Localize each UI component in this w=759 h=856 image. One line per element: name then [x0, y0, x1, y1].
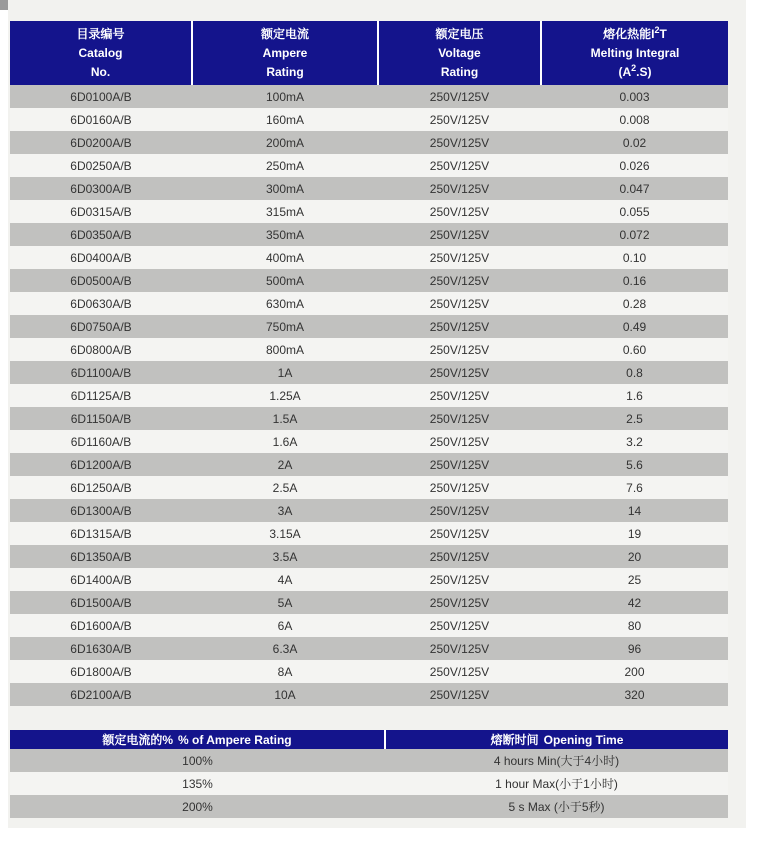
melting-integral-cell: 0.008 [541, 108, 728, 131]
table-row [10, 177, 728, 200]
catalog-no-cell: 6D0750A/B [10, 315, 192, 338]
table-row [10, 315, 728, 338]
voltage-rating-cell: 250V/125V [378, 384, 541, 407]
table-row [10, 660, 728, 683]
voltage-rating-cell: 250V/125V [378, 453, 541, 476]
melting-integral-cell: 0.026 [541, 154, 728, 177]
header-percent-en: % of Ampere Rating [178, 733, 292, 747]
melting-integral-cell: 96 [541, 637, 728, 660]
table-row [10, 683, 728, 706]
ampere-rating-cell: 250mA [192, 154, 378, 177]
table-row [10, 131, 728, 154]
table-row [10, 568, 728, 591]
voltage-rating-cell: 250V/125V [378, 637, 541, 660]
header-percent-of-ampere-rating [10, 730, 385, 749]
table-row [10, 591, 728, 614]
header-ampere-en1: Ampere [262, 45, 308, 60]
voltage-rating-cell: 250V/125V [378, 614, 541, 637]
catalog-no-cell: 6D1800A/B [10, 660, 192, 683]
ampere-rating-cell: 4A [192, 568, 378, 591]
table-row [10, 522, 728, 545]
ampere-rating-cell: 6.3A [192, 637, 378, 660]
header-opening-zh: 熔断时间 [490, 733, 539, 747]
melting-integral-cell: 80 [541, 614, 728, 637]
voltage-rating-cell: 250V/125V [378, 522, 541, 545]
melting-integral-cell: 0.072 [541, 223, 728, 246]
ampere-rating-cell: 160mA [192, 108, 378, 131]
header-catalog-no [10, 21, 192, 85]
melting-integral-cell: 42 [541, 591, 728, 614]
catalog-no-cell: 6D0315A/B [10, 200, 192, 223]
voltage-rating-cell: 250V/125V [378, 476, 541, 499]
ampere-rating-cell: 3A [192, 499, 378, 522]
ampere-rating-cell: 200mA [192, 131, 378, 154]
catalog-no-cell: 6D1600A/B [10, 614, 192, 637]
melting-integral-cell: 7.6 [541, 476, 728, 499]
opening-time-cell: 4 hours Min(大于4小时) [385, 749, 728, 772]
fuse-ratings-table-body [10, 85, 728, 706]
melting-integral-cell: 14 [541, 499, 728, 522]
ampere-rating-cell: 3.15A [192, 522, 378, 545]
ampere-rating-cell: 1A [192, 361, 378, 384]
ampere-rating-cell: 500mA [192, 269, 378, 292]
melting-integral-cell: 2.5 [541, 407, 728, 430]
voltage-rating-cell: 250V/125V [378, 154, 541, 177]
table-row [10, 407, 728, 430]
table-row [10, 154, 728, 177]
table-row [10, 772, 728, 795]
ampere-rating-cell: 2.5A [192, 476, 378, 499]
content-area [8, 0, 746, 828]
table-row [10, 453, 728, 476]
catalog-no-cell: 6D1300A/B [10, 499, 192, 522]
ampere-rating-cell: 300mA [192, 177, 378, 200]
voltage-rating-cell: 250V/125V [378, 660, 541, 683]
voltage-rating-cell: 250V/125V [378, 407, 541, 430]
header-melting-integral [541, 21, 728, 85]
voltage-rating-cell: 250V/125V [378, 315, 541, 338]
table-row [10, 246, 728, 269]
header-ampere-zh: 额定电流 [260, 26, 309, 41]
ampere-rating-cell: 8A [192, 660, 378, 683]
melting-integral-cell: 0.28 [541, 292, 728, 315]
voltage-rating-cell: 250V/125V [378, 269, 541, 292]
voltage-rating-cell: 250V/125V [378, 591, 541, 614]
table-row [10, 476, 728, 499]
catalog-no-cell: 6D0300A/B [10, 177, 192, 200]
melting-integral-cell: 19 [541, 522, 728, 545]
catalog-no-cell: 6D0350A/B [10, 223, 192, 246]
voltage-rating-cell: 250V/125V [378, 683, 541, 706]
ampere-rating-cell: 315mA [192, 200, 378, 223]
catalog-no-cell: 6D0630A/B [10, 292, 192, 315]
table-row [10, 430, 728, 453]
table-row [10, 795, 728, 818]
ampere-rating-cell: 1.6A [192, 430, 378, 453]
catalog-no-cell: 6D1315A/B [10, 522, 192, 545]
ampere-rating-cell: 1.25A [192, 384, 378, 407]
ampere-rating-cell: 1.5A [192, 407, 378, 430]
ampere-rating-cell: 630mA [192, 292, 378, 315]
melting-integral-cell: 0.10 [541, 246, 728, 269]
header-voltage-zh: 额定电压 [435, 26, 484, 41]
table-row [10, 200, 728, 223]
catalog-no-cell: 6D0160A/B [10, 108, 192, 131]
catalog-no-cell: 6D1500A/B [10, 591, 192, 614]
header-voltage-en1: Voltage [438, 45, 481, 60]
voltage-rating-cell: 250V/125V [378, 568, 541, 591]
voltage-rating-cell: 250V/125V [378, 85, 541, 108]
fuse-ratings-table-header [10, 21, 728, 85]
melting-integral-cell: 200 [541, 660, 728, 683]
voltage-rating-cell: 250V/125V [378, 338, 541, 361]
melting-integral-cell: 0.8 [541, 361, 728, 384]
table-row [10, 614, 728, 637]
catalog-no-cell: 6D1125A/B [10, 384, 192, 407]
catalog-no-cell: 6D2100A/B [10, 683, 192, 706]
table-row [10, 384, 728, 407]
opening-time-cell: 5 s Max (小于5秒) [385, 795, 728, 818]
ampere-rating-cell: 750mA [192, 315, 378, 338]
ampere-rating-cell: 5A [192, 591, 378, 614]
table-row [10, 545, 728, 568]
melting-integral-cell: 25 [541, 568, 728, 591]
ampere-rating-cell: 10A [192, 683, 378, 706]
header-melting-unit: $(A^2.S)$ [618, 62, 652, 79]
voltage-rating-cell: 250V/125V [378, 545, 541, 568]
melting-integral-cell: 0.003 [541, 85, 728, 108]
catalog-no-cell: 6D1160A/B [10, 430, 192, 453]
voltage-rating-cell: 250V/125V [378, 499, 541, 522]
table-row [10, 499, 728, 522]
fuse-ratings-table [10, 21, 728, 706]
percent-cell: 135% [10, 772, 385, 795]
melting-integral-cell: 0.047 [541, 177, 728, 200]
melting-integral-cell: 320 [541, 683, 728, 706]
header-catalog-zh: 目录编号 [76, 26, 125, 41]
melting-integral-cell: 0.60 [541, 338, 728, 361]
voltage-rating-cell: 250V/125V [378, 430, 541, 453]
voltage-rating-cell: 250V/125V [378, 361, 541, 384]
ampere-rating-cell: 800mA [192, 338, 378, 361]
header-voltage-en2: Rating [440, 64, 479, 79]
voltage-rating-cell: 250V/125V [378, 223, 541, 246]
header-catalog-en2: No. [90, 64, 111, 79]
melting-integral-cell: 0.49 [541, 315, 728, 338]
percent-cell: 100% [10, 749, 385, 772]
catalog-no-cell: 6D1150A/B [10, 407, 192, 430]
catalog-no-cell: 6D0500A/B [10, 269, 192, 292]
ampere-rating-cell: 2A [192, 453, 378, 476]
catalog-no-cell: 6D0250A/B [10, 154, 192, 177]
melting-integral-cell: 5.6 [541, 453, 728, 476]
catalog-no-cell: 6D0100A/B [10, 85, 192, 108]
superscript-2: 2 [631, 62, 637, 73]
header-row [10, 730, 728, 749]
table-row [10, 749, 728, 772]
voltage-rating-cell: 250V/125V [378, 246, 541, 269]
header-ampere-rating [192, 21, 378, 85]
voltage-rating-cell: 250V/125V [378, 108, 541, 131]
header-row [10, 21, 728, 85]
melting-integral-cell: 3.2 [541, 430, 728, 453]
table-row [10, 223, 728, 246]
voltage-rating-cell: 250V/125V [378, 131, 541, 154]
header-opening-en: Opening Time [543, 733, 624, 747]
melting-integral-cell: 0.16 [541, 269, 728, 292]
ampere-rating-cell: 3.5A [192, 545, 378, 568]
table-row [10, 108, 728, 131]
header-opening-time [385, 730, 728, 749]
catalog-no-cell: 6D1630A/B [10, 637, 192, 660]
ampere-rating-cell: 400mA [192, 246, 378, 269]
ampere-rating-cell: 350mA [192, 223, 378, 246]
table-row [10, 637, 728, 660]
melting-integral-cell: 0.055 [541, 200, 728, 223]
opening-time-table [10, 730, 728, 818]
header-melting-zh: 熔化热能$I^2T$ [603, 24, 667, 41]
table-row [10, 85, 728, 108]
table-row [10, 338, 728, 361]
catalog-no-cell: 6D1250A/B [10, 476, 192, 499]
catalog-no-cell: 6D1400A/B [10, 568, 192, 591]
catalog-no-cell: 6D0400A/B [10, 246, 192, 269]
header-voltage-rating [378, 21, 541, 85]
catalog-no-cell: 6D1100A/B [10, 361, 192, 384]
header-melting-en: Melting Integral [590, 45, 680, 60]
opening-time-table-body [10, 749, 728, 818]
table-row [10, 269, 728, 292]
superscript-2: 2 [654, 24, 660, 35]
header-percent-zh: 额定电流的% [102, 733, 174, 747]
ampere-rating-cell: 6A [192, 614, 378, 637]
voltage-rating-cell: 250V/125V [378, 177, 541, 200]
table-row [10, 361, 728, 384]
ampere-rating-cell: 100mA [192, 85, 378, 108]
catalog-no-cell: 6D1350A/B [10, 545, 192, 568]
header-catalog-en1: Catalog [78, 45, 123, 60]
opening-time-table-header [10, 730, 728, 749]
melting-integral-cell: 20 [541, 545, 728, 568]
header-ampere-en2: Rating [266, 64, 304, 79]
opening-time-cell: 1 hour Max(小于1小时) [385, 772, 728, 795]
voltage-rating-cell: 250V/125V [378, 292, 541, 315]
catalog-no-cell: 6D0800A/B [10, 338, 192, 361]
percent-cell: 200% [10, 795, 385, 818]
voltage-rating-cell: 250V/125V [378, 200, 541, 223]
catalog-no-cell: 6D1200A/B [10, 453, 192, 476]
table-row [10, 292, 728, 315]
melting-integral-cell: 1.6 [541, 384, 728, 407]
melting-integral-cell: 0.02 [541, 131, 728, 154]
catalog-no-cell: 6D0200A/B [10, 131, 192, 154]
